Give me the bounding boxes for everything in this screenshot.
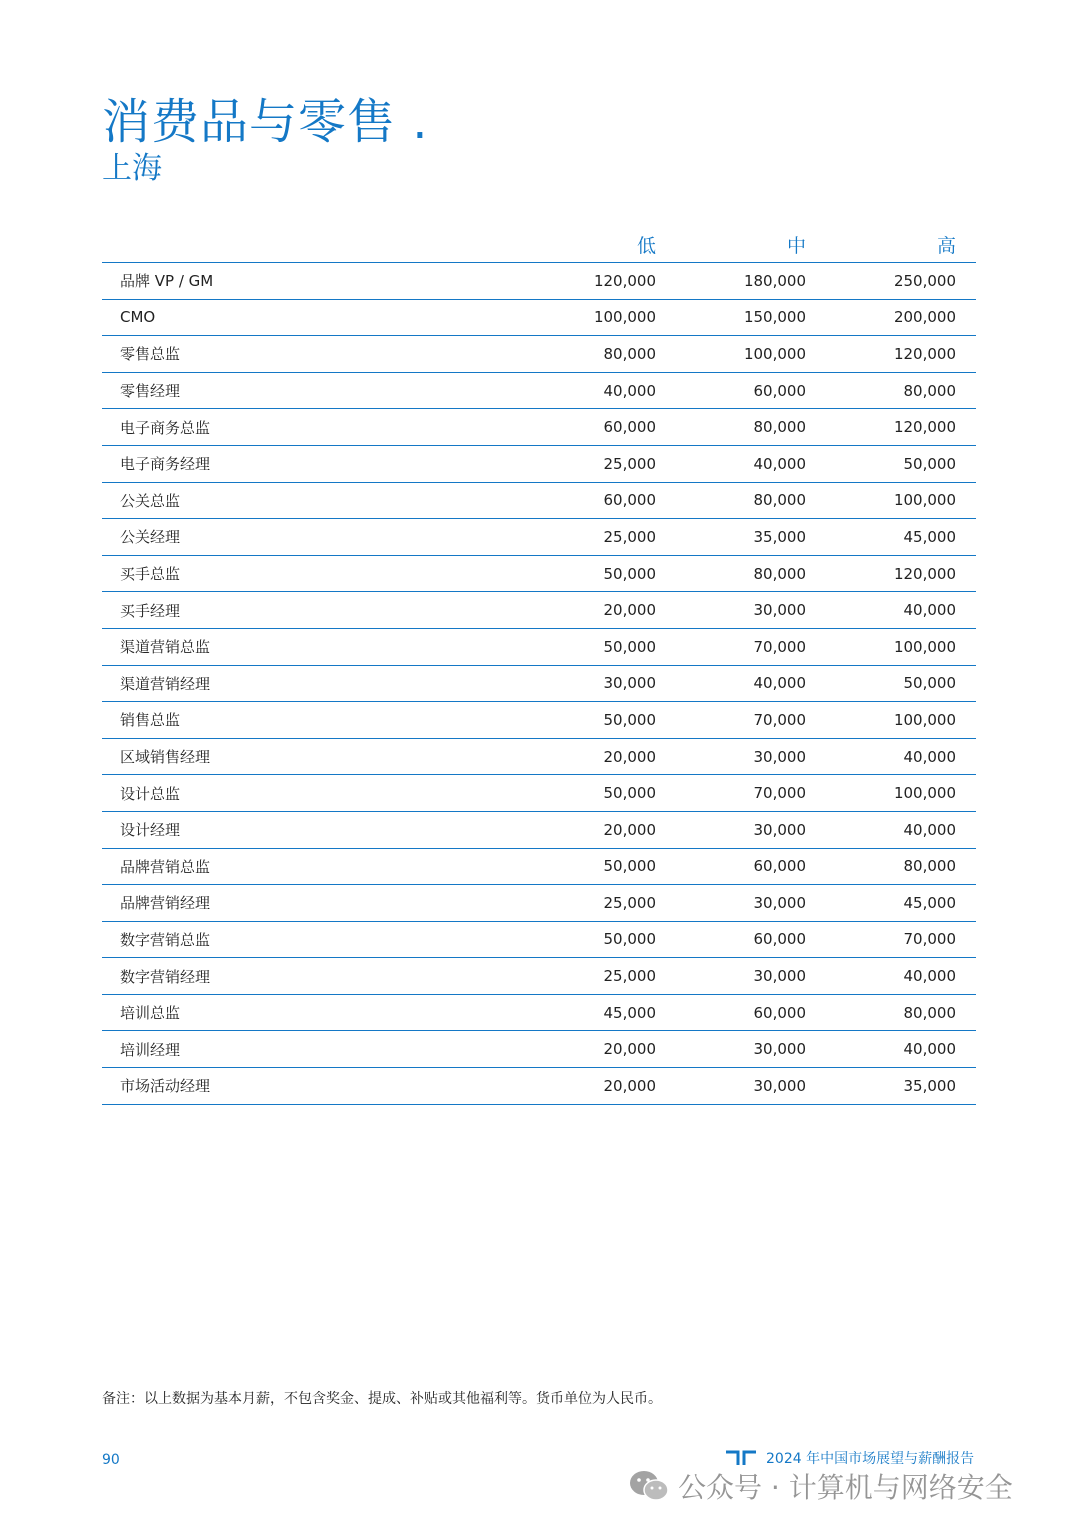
cell-role: 零售总监 — [102, 336, 522, 373]
cell-role: 数字营销总监 — [102, 921, 522, 958]
table-row — [102, 519, 976, 556]
cell-low: 20,000 — [522, 1068, 676, 1105]
table-row — [102, 263, 976, 300]
cell-role: 品牌 VP / GM — [102, 263, 522, 300]
cell-mid: 30,000 — [676, 1031, 826, 1068]
wechat-icon — [628, 1469, 670, 1503]
cell-high: 120,000 — [826, 555, 976, 592]
cell-mid: 35,000 — [676, 519, 826, 556]
table-row — [102, 775, 976, 812]
cell-high: 100,000 — [826, 482, 976, 519]
cell-low: 25,000 — [522, 958, 676, 995]
table-row — [102, 885, 976, 922]
cell-high: 40,000 — [826, 738, 976, 775]
cell-high: 45,000 — [826, 519, 976, 556]
cell-low: 50,000 — [522, 848, 676, 885]
cell-role: 买手总监 — [102, 555, 522, 592]
cell-high: 40,000 — [826, 958, 976, 995]
cell-low: 45,000 — [522, 994, 676, 1031]
column-header-role — [102, 226, 522, 263]
cell-mid: 30,000 — [676, 1068, 826, 1105]
cell-mid: 60,000 — [676, 921, 826, 958]
cell-low: 25,000 — [522, 519, 676, 556]
cell-mid: 60,000 — [676, 994, 826, 1031]
table-row — [102, 628, 976, 665]
watermark — [628, 1466, 1013, 1506]
cell-role: 销售总监 — [102, 702, 522, 739]
cell-high: 100,000 — [826, 628, 976, 665]
cell-role: 设计总监 — [102, 775, 522, 812]
column-header-high: 高 — [826, 226, 976, 263]
cell-role: 品牌营销总监 — [102, 848, 522, 885]
cell-high: 35,000 — [826, 1068, 976, 1105]
table-row — [102, 336, 976, 373]
cell-mid: 80,000 — [676, 555, 826, 592]
cell-high: 45,000 — [826, 885, 976, 922]
cell-low: 20,000 — [522, 738, 676, 775]
cell-low: 100,000 — [522, 299, 676, 336]
cell-role: 电子商务经理 — [102, 445, 522, 482]
cell-high: 50,000 — [826, 665, 976, 702]
cell-mid: 70,000 — [676, 775, 826, 812]
watermark-text: 公众号 · 计算机与网络安全 — [678, 1471, 1013, 1504]
cell-role: 零售经理 — [102, 372, 522, 409]
cell-high: 50,000 — [826, 445, 976, 482]
footnote: 备注：以上数据为基本月薪，不包含奖金、提成、补贴或其他福利等。货币单位为人民币。 — [102, 1391, 662, 1407]
cell-low: 20,000 — [522, 811, 676, 848]
table-body — [102, 263, 976, 1105]
table-row — [102, 994, 976, 1031]
cell-mid: 40,000 — [676, 665, 826, 702]
cell-role: 设计经理 — [102, 811, 522, 848]
table-row — [102, 555, 976, 592]
cell-mid: 80,000 — [676, 409, 826, 446]
cell-high: 100,000 — [826, 702, 976, 739]
cell-mid: 60,000 — [676, 372, 826, 409]
cell-role: 市场活动经理 — [102, 1068, 522, 1105]
table-row — [102, 702, 976, 739]
cell-low: 50,000 — [522, 775, 676, 812]
table-row — [102, 848, 976, 885]
cell-role: CMO — [102, 299, 522, 336]
cell-role: 渠道营销经理 — [102, 665, 522, 702]
cell-low: 60,000 — [522, 409, 676, 446]
cell-high: 40,000 — [826, 1031, 976, 1068]
table-row — [102, 1031, 976, 1068]
cell-mid: 30,000 — [676, 958, 826, 995]
cell-low: 60,000 — [522, 482, 676, 519]
cell-high: 40,000 — [826, 592, 976, 629]
table-row — [102, 372, 976, 409]
cell-role: 买手经理 — [102, 592, 522, 629]
table-row — [102, 1068, 976, 1105]
cell-low: 80,000 — [522, 336, 676, 373]
cell-low: 40,000 — [522, 372, 676, 409]
table-header-row — [102, 226, 976, 263]
cell-role: 区域销售经理 — [102, 738, 522, 775]
cell-high: 120,000 — [826, 409, 976, 446]
cell-mid: 30,000 — [676, 885, 826, 922]
cell-low: 50,000 — [522, 921, 676, 958]
table-row — [102, 482, 976, 519]
page-title: 消费品与零售 . — [102, 94, 429, 150]
cell-high: 80,000 — [826, 994, 976, 1031]
table-row — [102, 409, 976, 446]
table-row — [102, 665, 976, 702]
cell-mid: 80,000 — [676, 482, 826, 519]
table-row — [102, 592, 976, 629]
cell-role: 渠道营销总监 — [102, 628, 522, 665]
cell-high: 40,000 — [826, 811, 976, 848]
salary-table — [102, 226, 976, 1105]
cell-high: 80,000 — [826, 848, 976, 885]
table-row — [102, 811, 976, 848]
cell-high: 200,000 — [826, 299, 976, 336]
cell-low: 30,000 — [522, 665, 676, 702]
column-header-low: 低 — [522, 226, 676, 263]
cell-role: 公关经理 — [102, 519, 522, 556]
table-row — [102, 921, 976, 958]
cell-mid: 30,000 — [676, 592, 826, 629]
cell-role: 品牌营销经理 — [102, 885, 522, 922]
page-subtitle: 上海 — [102, 151, 162, 186]
cell-low: 20,000 — [522, 1031, 676, 1068]
cell-mid: 40,000 — [676, 445, 826, 482]
cell-role: 培训经理 — [102, 1031, 522, 1068]
cell-role: 数字营销经理 — [102, 958, 522, 995]
cell-low: 50,000 — [522, 702, 676, 739]
page-number: 90 — [102, 1452, 120, 1468]
cell-low: 120,000 — [522, 263, 676, 300]
brand-logo-icon — [724, 1449, 758, 1467]
cell-mid: 30,000 — [676, 811, 826, 848]
cell-mid: 180,000 — [676, 263, 826, 300]
cell-high: 80,000 — [826, 372, 976, 409]
cell-low: 20,000 — [522, 592, 676, 629]
cell-high: 120,000 — [826, 336, 976, 373]
cell-low: 50,000 — [522, 555, 676, 592]
cell-mid: 60,000 — [676, 848, 826, 885]
table-row — [102, 958, 976, 995]
cell-mid: 100,000 — [676, 336, 826, 373]
table-row — [102, 299, 976, 336]
cell-role: 公关总监 — [102, 482, 522, 519]
cell-high: 250,000 — [826, 263, 976, 300]
cell-high: 100,000 — [826, 775, 976, 812]
cell-mid: 70,000 — [676, 702, 826, 739]
cell-low: 25,000 — [522, 445, 676, 482]
cell-mid: 150,000 — [676, 299, 826, 336]
cell-low: 25,000 — [522, 885, 676, 922]
column-header-mid: 中 — [676, 226, 826, 263]
cell-low: 50,000 — [522, 628, 676, 665]
report-title: 2024 年中国市场展望与薪酬报告 — [766, 1451, 975, 1467]
cell-mid: 30,000 — [676, 738, 826, 775]
cell-mid: 70,000 — [676, 628, 826, 665]
cell-role: 电子商务总监 — [102, 409, 522, 446]
cell-role: 培训总监 — [102, 994, 522, 1031]
cell-high: 70,000 — [826, 921, 976, 958]
table-row — [102, 738, 976, 775]
table-row — [102, 445, 976, 482]
